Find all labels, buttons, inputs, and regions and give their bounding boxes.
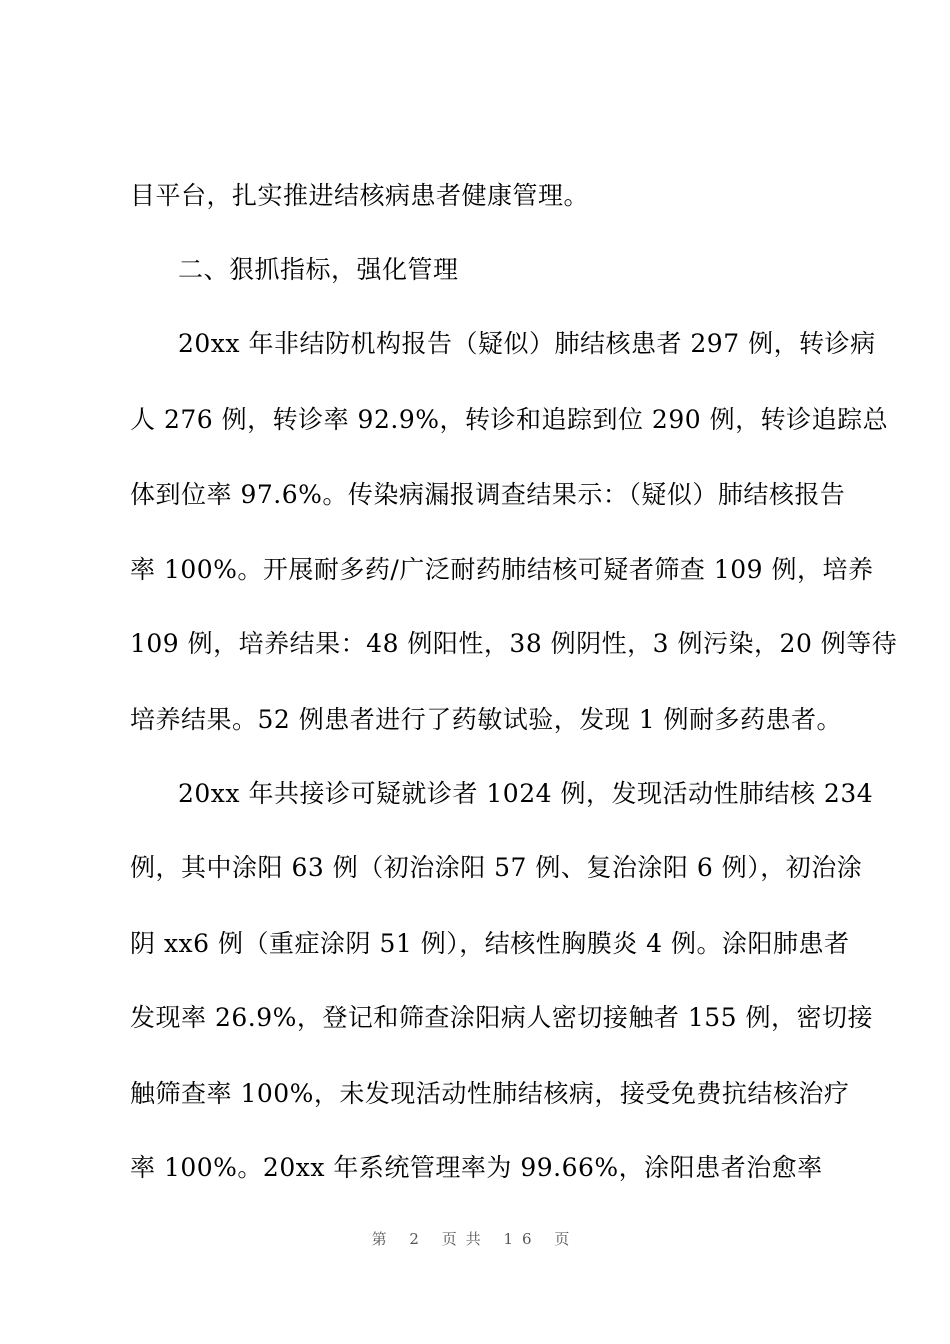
- text-line-4: 人 276 例，转诊率 92.9%，转诊和追踪到位 290 例，转诊追踪总: [130, 405, 889, 434]
- text-line-13: 触筛查率 100%，未发现活动性肺结核病，接受免费抗结核治疗: [130, 1079, 850, 1108]
- text-line-7: 109 例，培养结果：48 例阳性，38 例阴性，3 例污染，20 例等待: [130, 629, 898, 658]
- text-line-5: 体到位率 97.6%。传染病漏报调查结果示：（疑似）肺结核报告: [130, 480, 846, 509]
- text-line-12: 发现率 26.9%，登记和筛查涂阳病人密切接触者 155 例，密切接: [130, 1003, 873, 1032]
- text-line-9: 20xx 年共接诊可疑就诊者 1024 例，发现活动性肺结核 234: [178, 779, 874, 808]
- section-heading: 二、狠抓指标，强化管理: [178, 255, 459, 284]
- text-line-8: 培养结果。52 例患者进行了药敏试验，发现 1 例耐多药患者。: [130, 705, 843, 734]
- text-line-10: 例，其中涂阳 63 例（初治涂阳 57 例、复治涂阳 6 例），初治涂: [130, 853, 863, 882]
- page-number-footer: 第 2 页共 16 页: [371, 1230, 579, 1248]
- text-line-11: 阴 xx6 例（重症涂阴 51 例），结核性胸膜炎 4 例。涂阳肺患者: [130, 929, 850, 958]
- text-line-6: 率 100%。开展耐多药/广泛耐药肺结核可疑者筛查 109 例，培养: [130, 555, 874, 584]
- text-line-1: 目平台，扎实推进结核病患者健康管理。: [130, 181, 590, 210]
- text-line-14: 率 100%。20xx 年系统管理率为 99.66%，涂阳患者治愈率: [130, 1153, 823, 1182]
- text-line-3: 20xx 年非结防机构报告（疑似）肺结核患者 297 例，转诊病: [178, 329, 876, 358]
